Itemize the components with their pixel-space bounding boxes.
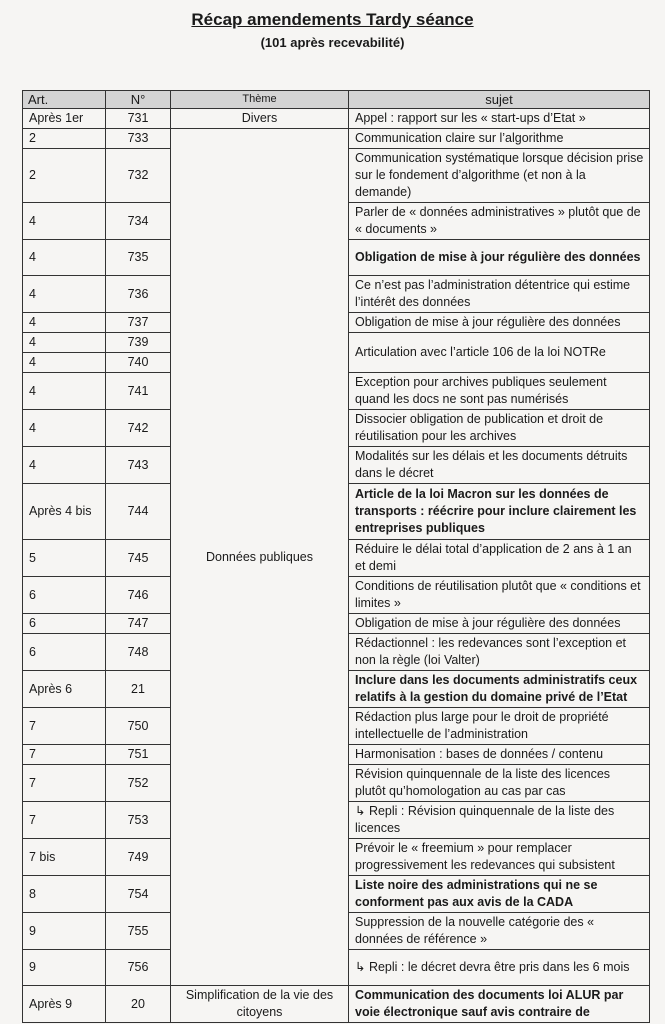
cell-number: 745	[106, 540, 171, 577]
cell-article: 7	[23, 802, 106, 839]
cell-article: 4	[23, 240, 106, 276]
cell-article: 6	[23, 577, 106, 614]
page-subtitle: (101 après recevabilité)	[260, 35, 405, 50]
cell-article: 7	[23, 765, 106, 802]
cell-theme: Simplification de la vie des citoyens	[171, 986, 349, 1023]
cell-number: 732	[106, 149, 171, 203]
cell-article: Après 6	[23, 671, 106, 708]
cell-subject: Liste noire des administrations qui ne se conforment pas aux avis de la CADA	[349, 876, 650, 913]
cell-article: 4	[23, 353, 106, 373]
cell-number: 735	[106, 240, 171, 276]
cell-number: 731	[106, 109, 171, 129]
cell-subject: Réduire le délai total d’application de 2 ans à 1 an et demi	[349, 540, 650, 577]
header-number: N°	[106, 91, 171, 109]
cell-number: 733	[106, 129, 171, 149]
cell-subject: Suppression de la nouvelle catégorie des « données de référence »	[349, 913, 650, 950]
header-art: Art.	[23, 91, 106, 109]
cell-article: 6	[23, 634, 106, 671]
cell-subject: Modalités sur les délais et les documents détruits dans le décret	[349, 447, 650, 484]
cell-subject: ↳ Repli : le décret devra être pris dans les 6 mois	[349, 950, 650, 986]
cell-number: 754	[106, 876, 171, 913]
table-row	[23, 109, 650, 129]
cell-number: 753	[106, 802, 171, 839]
cell-number: 751	[106, 745, 171, 765]
cell-subject: Révision quinquennale de la liste des licences plutôt qu’homologation au cas par cas	[349, 765, 650, 802]
cell-number: 756	[106, 950, 171, 986]
cell-subject: Prévoir le « freemium » pour remplacer progressivement les redevances qui subsistent	[349, 839, 650, 876]
cell-number: 734	[106, 203, 171, 240]
cell-number: 739	[106, 333, 171, 353]
cell-number: 21	[106, 671, 171, 708]
table-body	[23, 109, 650, 1023]
cell-article: 4	[23, 373, 106, 410]
cell-article: 7	[23, 708, 106, 745]
cell-article: 7	[23, 745, 106, 765]
header-theme: Thème	[171, 91, 349, 109]
cell-number: 742	[106, 410, 171, 447]
cell-number: 740	[106, 353, 171, 373]
cell-number: 743	[106, 447, 171, 484]
cell-article: 4	[23, 276, 106, 313]
cell-subject: Article de la loi Macron sur les données de transports : réécrire pour inclure clairement les entreprises publiques	[349, 484, 650, 540]
cell-number: 746	[106, 577, 171, 614]
cell-article: 7 bis	[23, 839, 106, 876]
cell-subject: ↳ Repli : Révision quinquennale de la liste des licences	[349, 802, 650, 839]
header-subject: sujet	[349, 91, 650, 109]
cell-theme: Données publiques	[171, 129, 349, 986]
table-row	[23, 986, 650, 1023]
cell-subject: Exception pour archives publiques seulement quand les docs ne sont pas numérisés	[349, 373, 650, 410]
cell-subject: Dissocier obligation de publication et droit de réutilisation pour les archives	[349, 410, 650, 447]
cell-subject: Conditions de réutilisation plutôt que « conditions et limites »	[349, 577, 650, 614]
cell-subject: Harmonisation : bases de données / contenu	[349, 745, 650, 765]
cell-subject: Inclure dans les documents administratifs ceux relatifs à la gestion du domaine privé de l’Etat	[349, 671, 650, 708]
cell-subject: Articulation avec l’article 106 de la loi NOTRe	[349, 333, 650, 373]
cell-number: 749	[106, 839, 171, 876]
page-title: Récap amendements Tardy séance	[191, 10, 474, 29]
cell-article: 4	[23, 447, 106, 484]
cell-subject: Ce n’est pas l’administration détentrice qui estime l’intérêt des données	[349, 276, 650, 313]
cell-article: Après 4 bis	[23, 484, 106, 540]
cell-article: 9	[23, 913, 106, 950]
cell-article: 4	[23, 313, 106, 333]
cell-number: 20	[106, 986, 171, 1023]
cell-article: 4	[23, 410, 106, 447]
cell-number: 752	[106, 765, 171, 802]
cell-subject: Obligation de mise à jour régulière des données	[349, 240, 650, 276]
cell-number: 737	[106, 313, 171, 333]
cell-article: 2	[23, 149, 106, 203]
cell-number: 748	[106, 634, 171, 671]
cell-subject: Communication des documents loi ALUR par voie électronique sauf avis contraire de	[349, 986, 650, 1023]
table-row	[23, 129, 650, 149]
cell-subject: Communication systématique lorsque décision prise sur le fondement d’algorithme (et non à la demande)	[349, 149, 650, 203]
cell-subject: Communication claire sur l’algorithme	[349, 129, 650, 149]
cell-article: 5	[23, 540, 106, 577]
cell-article: 4	[23, 333, 106, 353]
cell-number: 736	[106, 276, 171, 313]
cell-subject: Rédactionnel : les redevances sont l’exception et non la règle (loi Valter)	[349, 634, 650, 671]
cell-article: 4	[23, 203, 106, 240]
table-header-row	[23, 91, 650, 109]
cell-subject: Parler de « données administratives » plutôt que de « documents »	[349, 203, 650, 240]
cell-subject: Obligation de mise à jour régulière des données	[349, 313, 650, 333]
cell-number: 741	[106, 373, 171, 410]
cell-article: 9	[23, 950, 106, 986]
cell-subject: Rédaction plus large pour le droit de propriété intellectuelle de l’administration	[349, 708, 650, 745]
cell-number: 750	[106, 708, 171, 745]
cell-article: Après 9	[23, 986, 106, 1023]
cell-article: Après 1er	[23, 109, 106, 129]
cell-subject: Appel : rapport sur les « start-ups d’Etat »	[349, 109, 650, 129]
cell-article: 6	[23, 614, 106, 634]
cell-article: 8	[23, 876, 106, 913]
cell-theme: Divers	[171, 109, 349, 129]
amendments-table	[22, 90, 650, 1023]
cell-number: 747	[106, 614, 171, 634]
cell-subject: Obligation de mise à jour régulière des données	[349, 614, 650, 634]
cell-number: 755	[106, 913, 171, 950]
cell-article: 2	[23, 129, 106, 149]
cell-number: 744	[106, 484, 171, 540]
